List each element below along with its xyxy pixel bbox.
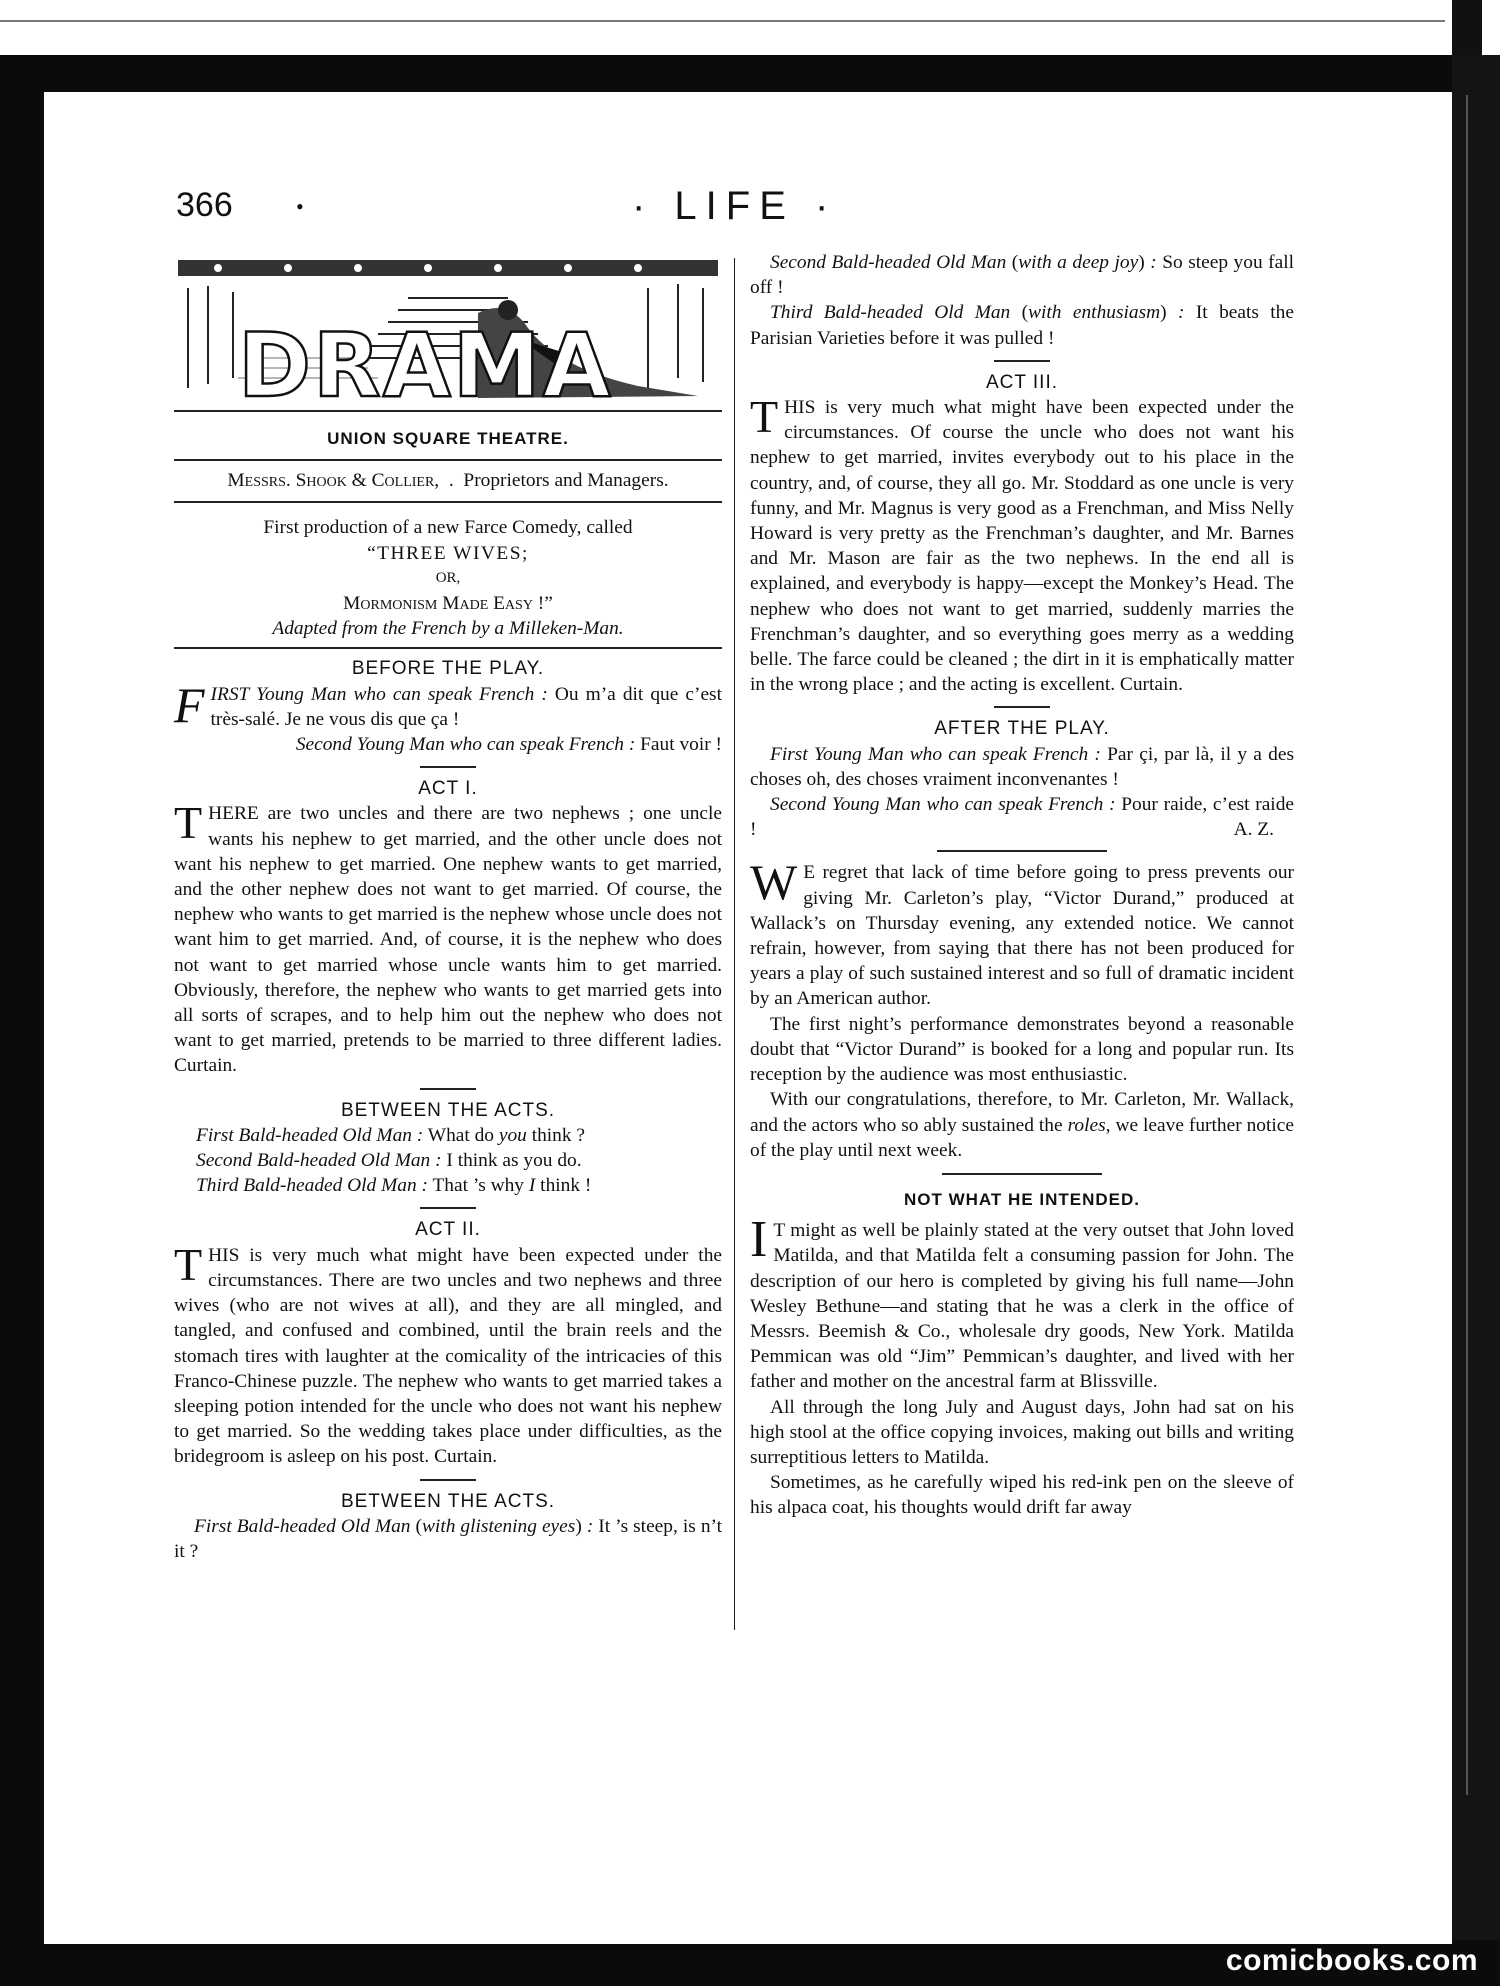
victor-durand-p1 [750, 854, 1294, 1011]
act-2-body: HIS is very much what might have been expected under the circumstances. There are two uncles and two nephews and three wives (who are not wives at all), and they are all mingled, and tangled, and confused and combined, until the brain reels and the stomach tires with laughter at the comicality of the intricacies of this Franco-Chinese puzzle. The nephew who wants to get married takes a sleeping potion intended for the uncle who does not want his nephew to get married. So the wedding takes place under difficulties, as the bridegroom is asleep on his post. Curtain. [174, 1244, 722, 1468]
before-line-1 [174, 676, 722, 733]
before-line-2 [174, 732, 722, 757]
story-dropcap: I [750, 1211, 768, 1269]
scan-border-right [1452, 55, 1500, 1986]
emphasis: you [498, 1124, 527, 1146]
after-line-2 [750, 792, 1294, 842]
divider [420, 1479, 476, 1481]
proprietors-names: Messrs. Shook & Collier, [227, 470, 440, 492]
section-rule [937, 850, 1107, 852]
victor-text: With our congratulations, therefore, to Mr. Carleton, Mr. Wallack, and the actors who so ably sustained the [750, 1089, 1294, 1136]
speaker: First Young Man who can speak French : [770, 743, 1101, 765]
speaker: Third Bald-headed Old Man [770, 302, 1011, 324]
divider [994, 360, 1050, 362]
scan-border-bottom [0, 1940, 1500, 1986]
line-text: So steep you fall off ! [750, 252, 1295, 299]
right-column [750, 250, 1294, 1521]
play-title-or: OR, [435, 569, 461, 586]
before-speaker-1: IRST Young Man who can speak French : [210, 683, 548, 705]
between1-line-3 [196, 1173, 722, 1198]
divider [420, 1207, 476, 1209]
proprietors-dot: . [448, 470, 454, 492]
between-acts-dialogue-1 [174, 1123, 722, 1199]
divider [420, 766, 476, 768]
strip-rule [0, 20, 1445, 22]
between2-line-3: Third Bald-headed Old Man (with enthusiasm) : It beats the Parisian Varieties before it was pulled ! [750, 302, 1294, 349]
speaker: First Bald-headed Old Man [194, 1515, 411, 1537]
emphasis: roles [1067, 1114, 1106, 1136]
proprietors-line [174, 468, 722, 493]
line-text: It ’s steep, is n’t it ? [174, 1515, 723, 1562]
act-1-body: HERE are two uncles and there are two nephews ; one uncle wants his nephew to get married, and the other uncle does not want his nephew to get married. One nephew wants to get married, and the other nephew does not want to get married. Of course, the nephew who wants to get married is the nephew whose uncle does not want him to get married. And, of course, it is the nephew who does not want to get married whose uncle wants him to get married. Obviously, therefore, the nephew who wants to get married gets into all sorts of scrapes, and to help him out the nephew who does not want to get married, pretends to be married to three different ladies. Curtain. [174, 803, 722, 1077]
before-text-1: Ou m’a dit que c’est très-salé. Je ne vous dis que ça ! [210, 683, 722, 730]
left-column [174, 258, 722, 1564]
act-2-heading: ACT II. [415, 1219, 481, 1241]
page-edge [1466, 95, 1468, 1795]
between2-line-1: First Bald-headed Old Man (with glistening eyes) : It ’s steep, is n’t it ? [174, 1515, 723, 1562]
play-subtitle: Mormonism Made Easy !” [343, 593, 553, 615]
victor-durand-p2: The first night’s performance demonstrates beyond a reasonable doubt that “Victor Durand” is booked for a long and popular run. Its reception by the audience was most enthusiastic. [750, 1013, 1294, 1086]
between2-line-2: Second Bald-headed Old Man (with a deep joy) : So steep you fall off ! [750, 252, 1295, 299]
theatre-rule [174, 459, 722, 461]
divider [420, 1088, 476, 1090]
story-body: T might as well be plainly stated at the very outset that John loved Matilda, and that Matilda felt a consuming passion for John. The description of our hero is completed by giving his full name—John Wesley Bethune—and stating that he was a clerk in the office of Messrs. Beemish & Co., wholesale dry goods, New York. Matilda Pemmican was old “Jim” Pemmican’s daughter, and lived with her father and mother on the ancestral farm at Blissville. [750, 1220, 1294, 1393]
victor-durand-p3 [750, 1087, 1294, 1163]
story-p3: Sometimes, as he carefully wiped his red-ink pen on the sleeve of his alpaca coat, his thoughts would drift far away [750, 1472, 1294, 1519]
page-number: 366 [176, 186, 233, 224]
line-text: I think as you do. [441, 1150, 582, 1172]
header-dot: • [296, 194, 304, 219]
banner-rule [174, 410, 722, 412]
column-rule [734, 258, 735, 1630]
act-1-dropcap: T [174, 797, 203, 849]
between-acts-heading-2: BETWEEN THE ACTS. [340, 1490, 556, 1512]
speaker: Second Bald-headed Old Man : [196, 1150, 442, 1172]
speaker: First Bald-headed Old Man : [196, 1124, 424, 1146]
act-3-heading: ACT III. [985, 371, 1059, 393]
victor-body: E regret that lack of time before going to press prevents our giving Mr. Carleton’s play, “Victor Durand,” produced at Wallack’s on Thursday evening, any extended notice. We cannot refrain, however, from saying that there has not been produced for years a play of such sustained interest and so full of dramatic incident by an American author. [750, 862, 1294, 1010]
line-text: What do [423, 1124, 499, 1146]
masthead: · LIFE · [632, 184, 838, 228]
proprietors-rule [174, 501, 722, 503]
proprietors-role: Proprietors and Managers. [463, 470, 669, 492]
watermark: comicbooks.com [1225, 1944, 1478, 1977]
speaker: Third Bald-headed Old Man : [196, 1175, 428, 1197]
play-title: “THREE WIVES; [367, 542, 529, 564]
divider [994, 706, 1050, 708]
stage-direction: with glistening eyes [422, 1515, 576, 1537]
act-1-heading: ACT I. [418, 778, 478, 800]
story-p2: All through the long July and August days, John had sat on his high stool at the office copying invoices, making out bills and writing surreptitious letters to Matilda. [750, 1396, 1294, 1468]
stage-direction: with enthusiasm [1028, 302, 1161, 324]
emphasis: I [528, 1175, 536, 1197]
act-2-text [174, 1238, 722, 1470]
before-play-heading: BEFORE THE PLAY. [351, 658, 545, 680]
production-line: First production of a new Farce Comedy, called [263, 517, 633, 539]
line-text: Par çi, par là, il y a des choses oh, des choses vraiment inconvenantes ! [750, 743, 1294, 790]
svg-text:DRAMA: DRAMA [238, 314, 613, 404]
speaker: Second Bald-headed Old Man [770, 252, 1007, 273]
victor-dropcap: W [750, 854, 798, 911]
act-2-dropcap: T [174, 1238, 203, 1290]
drama-banner [178, 258, 718, 404]
intro-rule [174, 647, 722, 649]
line-text: It beats the Parisian Varieties before it was pulled ! [750, 302, 1294, 349]
victor-text: , we leave further notice of the play until next week. [750, 1114, 1294, 1161]
before-text-2: Faut voir ! [635, 734, 722, 756]
story-p1 [750, 1211, 1294, 1394]
scan-border-top [0, 55, 1500, 95]
after-line-1 [750, 742, 1294, 792]
act-3-text [750, 391, 1294, 697]
line-text: think ? [526, 1124, 586, 1146]
between1-line-2 [196, 1148, 722, 1173]
between-acts-heading-1: BETWEEN THE ACTS. [340, 1099, 556, 1121]
adapted-text: Adapted from the French by a Milleken-Man. [272, 618, 624, 640]
act-3-dropcap: T [750, 391, 779, 443]
theatre-name: UNION SQUARE THEATRE. [327, 429, 569, 448]
line-text: Pour raide, c’est raide ! [750, 794, 1294, 841]
act-3-body: HIS is very much what might have been expected under the circumstances. Of course the uncle who does not want his nephew to get married, invites everybody out to his place in the country, and, of course, they all go. Mr. Stoddard as one uncle is very funny, and Mr. Magnus is very good as a Frenchman, and Miss Nelly Howard is very pretty as the Frenchman’s daughter, and Mr. Barnes and Mr. Mason are fair as the two nephews. In the end all is explained, and everybody is happy—except the Monkey’s Head. The nephew who does not want to get married, suddenly marries the Frenchman’s daughter, and so everything goes merry as a wedding belle. The farce could be cleaned ; the dirt in it is emphatically matter in the wrong place ; and the acting is excellent. Curtain. [750, 397, 1294, 696]
before-dropcap: F [174, 676, 205, 733]
line-text: think ! [535, 1175, 592, 1197]
after-play-heading: AFTER THE PLAY. [934, 718, 1110, 740]
section-rule [942, 1173, 1102, 1175]
scan-border-left [0, 55, 44, 1986]
line-text: That ’s why [427, 1175, 529, 1197]
story-heading: NOT WHAT HE INTENDED. [903, 1189, 1140, 1209]
adapted-line [174, 616, 722, 641]
before-speaker-2: Second Young Man who can speak French : [295, 734, 636, 756]
signature: A. Z. [1233, 819, 1274, 841]
stage-direction: with a deep joy [1018, 252, 1139, 273]
between1-line-1 [196, 1123, 722, 1148]
speaker: Second Young Man who can speak French : [770, 794, 1116, 816]
act-1-text [174, 797, 722, 1078]
